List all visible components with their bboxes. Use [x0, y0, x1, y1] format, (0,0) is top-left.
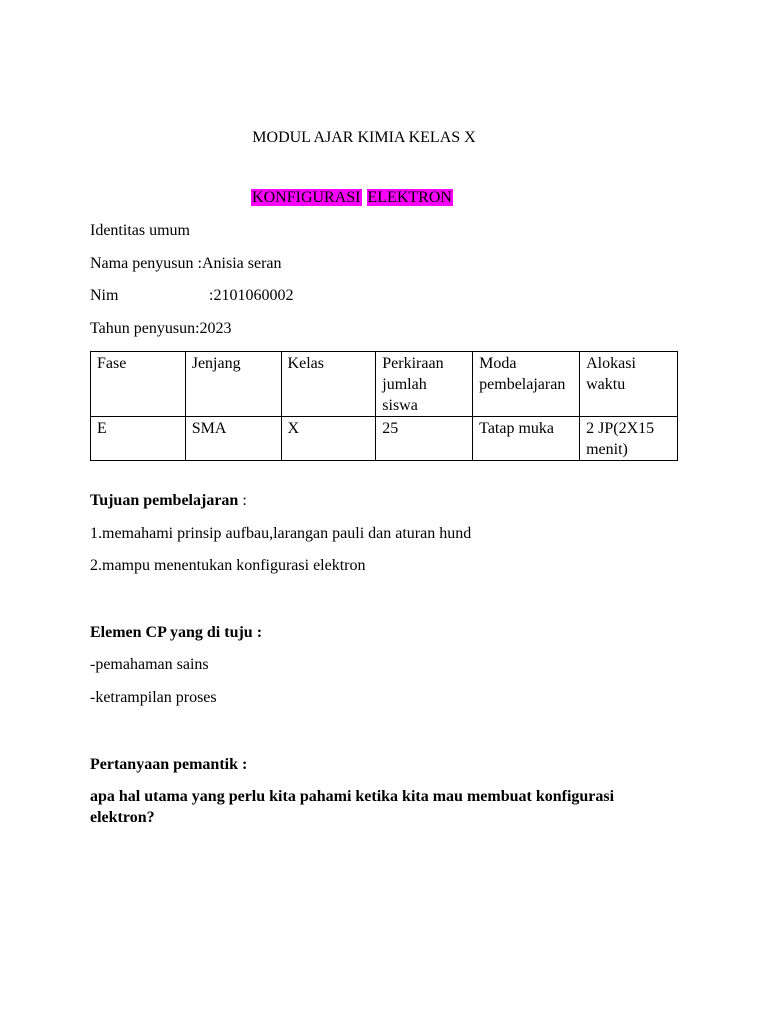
author-line: Nama penyusun :Anisia seran	[90, 255, 282, 272]
goal-item: 2.mampu menentukan konfigurasi elektron	[90, 557, 366, 574]
table-header-row	[91, 352, 678, 417]
table-header-cell: Jenjang	[185, 352, 281, 417]
year-line: Tahun penyusun:2023	[90, 320, 232, 337]
element-item: -ketrampilan proses	[90, 689, 217, 706]
element-item: -pemahaman sains	[90, 656, 209, 673]
table-cell: 2 JP(2X15 menit)	[580, 417, 678, 461]
document-title: MODUL AJAR KIMIA KELAS X	[252, 129, 476, 146]
table-cell: Tatap muka	[473, 417, 580, 461]
document-subtitle	[0, 188, 704, 208]
goals-colon: :	[238, 492, 247, 509]
question-line-1	[90, 787, 614, 807]
question-heading	[90, 755, 247, 775]
identity-heading: Identitas umum	[90, 222, 190, 239]
question-line-2	[90, 808, 155, 828]
elements-heading-text: Elemen CP yang di tuju :	[90, 624, 263, 641]
table-header-cell: Kelas	[281, 352, 376, 417]
goal-item: 1.memahami prinsip aufbau,larangan pauli dan aturan hund	[90, 525, 472, 542]
table-cell: E	[91, 417, 186, 461]
nim-value: :2101060002	[209, 287, 294, 304]
nim-label: Nim	[90, 287, 119, 304]
table-cell: SMA	[185, 417, 281, 461]
table-header-cell: Fase	[91, 352, 186, 417]
nim-line	[90, 286, 293, 306]
goals-heading-line	[90, 491, 247, 511]
table-header-cell: Perkiraan jumlah siswa	[376, 352, 473, 417]
question-heading-text: Pertanyaan pemantik :	[90, 756, 248, 773]
info-table	[90, 351, 678, 461]
elements-heading	[90, 623, 262, 643]
table-header-cell: Alokasi waktu	[580, 352, 678, 417]
question-text-1: apa hal utama yang perlu kita pahami ketika kita mau membuat konfigurasi	[90, 788, 615, 805]
subtitle-word-2: ELEKTRON	[367, 189, 452, 206]
table-cell: 25	[376, 417, 473, 461]
question-text-2: elektron?	[90, 809, 155, 826]
table-row	[91, 417, 678, 461]
table-cell: X	[281, 417, 376, 461]
goals-heading: Tujuan pembelajaran	[90, 492, 239, 509]
subtitle-word-1: KONFIGURASI	[252, 189, 361, 206]
table-header-cell: Moda pembelajaran	[473, 352, 580, 417]
